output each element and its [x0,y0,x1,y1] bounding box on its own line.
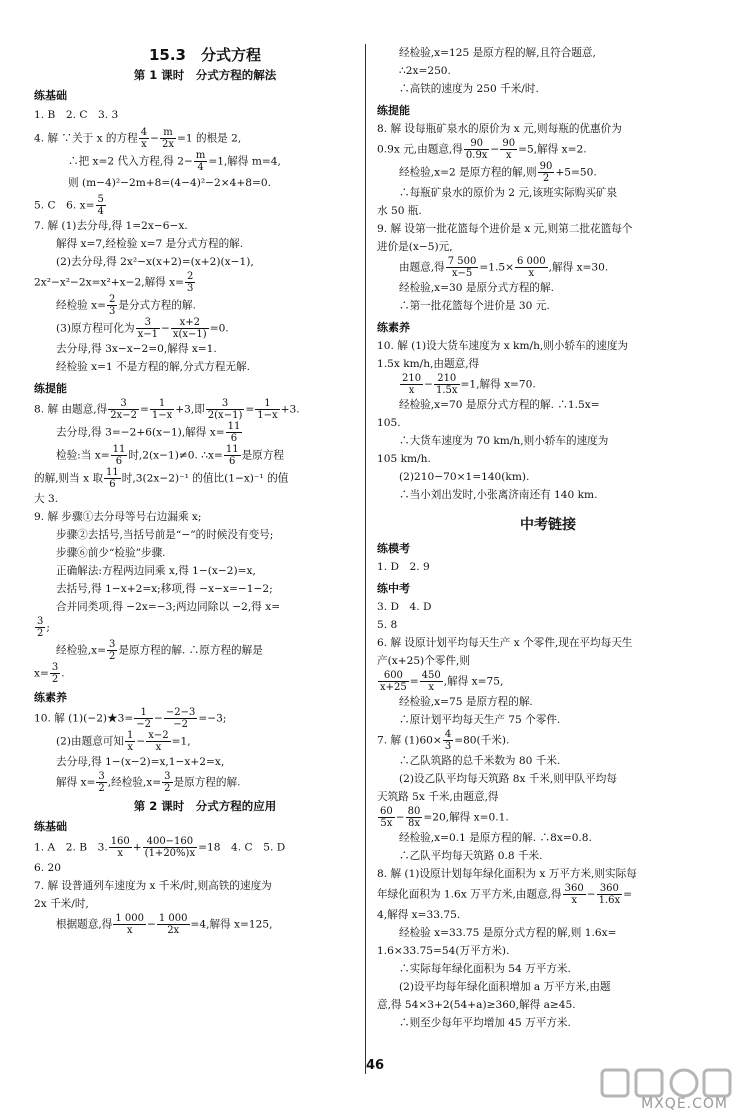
answer-line: 4,解得 x=33.75. [377,909,461,921]
answer-line: 天筑路 5x 千米,由题意,得 [377,791,499,803]
answer-line: 经检验,x= $\frac{3}{2}$ 是原方程的解. ∴原方程的解是 [56,639,263,662]
answer-line: 经检验,x=70 是原分式方程的解. ∴1.5x= [399,399,600,411]
column-divider [365,44,366,1074]
section-literacy: 练素养 [34,691,67,704]
answer-line: 合并同类项,得 −2x=−3;两边同除以 −2,得 x= [56,601,281,613]
answer-line: $\frac{600}{x+25}$ = $\frac{450}{x}$ ,解得 x=75, [380,670,504,693]
left-column [34,44,376,936]
answer-line: $\frac{3}{2}$ ; [37,616,50,639]
answer-line: x= $\frac{3}{2}$ . [34,662,65,685]
section-title: 15.3 分式方程 [148,46,261,64]
answer-line: ∴当小刘出发时,小张离济南还有 140 km. [399,489,598,501]
answer-line: ∴原计划平均每天生产 75 个零件. [399,714,561,726]
answer-line: 0.9x 元,由题意,得 $\frac{90}{0.9x}$ − $\frac{90}{x}$ =5,解得 x=2. [377,138,587,161]
lesson-2-title: 第 2 课时 分式方程的应用 [133,799,277,813]
answer-line: 经检验 x=1 不是方程的解,分式方程无解. [56,361,250,373]
exam-link-title: 中考链接 [520,517,576,533]
answer-line: ∴每瓶矿泉水的原价为 2 元,该班实际购买矿泉 [399,187,618,199]
answer-line: 8. 解 由题意,得 $\frac{3}{2x-2}$ = $\frac{1}{1-x}$ +3,即 $\frac{3}{2(x-1)}$ = $\frac{1}{1-x}$ +3. [34,398,300,421]
answer-line: 7. 解 (1)60× $\frac{4}{3}$ =80(千米). [377,729,510,752]
right-column [377,44,719,1032]
answer-line: 经检验,x=75 是原方程的解. [399,696,533,708]
answer-line: 6. 20 [34,862,61,874]
answer-line: 水 50 瓶. [377,205,422,217]
answer-line: 6. 解 设原计划平均每天生产 x 个零件,现在平均每天生 [377,637,633,649]
answer-line: $\frac{60}{5x}$ − $\frac{80}{8x}$ =20,解得 x=0.1. [380,806,509,829]
answer-line: 进价是(x−5)元, [377,241,453,253]
answer-line: 去分母,得 1−(x−2)=x,1−x+2=x, [56,756,225,768]
answer-line: 2x 千米/时, [34,898,89,910]
answer-line: 7. 解 设普通列车速度为 x 千米/时,则高铁的速度为 [34,880,272,892]
answer-line: ∴把 x=2 代入方程,得 2− $\frac{m}{4}$ =1,解得 m=4, [68,149,281,173]
answer-line: (2)210−70×1=140(km). [399,471,530,483]
answer-line: 10. 解 (1)设大货车速度为 x km/h,则小轿车的速度为 [377,340,629,352]
answer-line: 105. [377,417,401,429]
answer-line: 由题意,得 $\frac{7 500}{x-5}$ =1.5× $\frac{6 000}{x}$ ,解得 x=30. [399,256,609,279]
answer-line: (2)设平均每年绿化面积增加 a 万平方米,由题 [399,981,611,993]
answer-line: ∴则至少每年平均增加 45 万平方米. [399,1017,571,1029]
answer-line: 步骤⑥前少“检验”步骤. [56,547,166,559]
answer-line: 8. 解 (1)设原计划每年绿化面积为 x 万平方米,则实际每 [377,868,637,880]
answer-line: 经检验 x= $\frac{2}{3}$ 是分式方程的解. [56,294,196,317]
answer-line: 经检验,x=125 是原方程的解,且符合题意, [399,47,596,59]
answer-line: 根据题意,得 $\frac{1 000}{x}$ − $\frac{1 000}{2x}$ =4,解得 x=125, [56,913,273,936]
answer-line: 8. 解 设每瓶矿泉水的原价为 x 元,则每瓶的优惠价为 [377,123,622,135]
answer-line: 年绿化面积为 1.6x 万平方米,由题意,得 $\frac{360}{x}$ − $\frac{360}{1.6x}$ = [377,883,633,906]
answer-line: ∴乙队筑路的总千米数为 80 千米. [399,755,561,767]
answer-line: ∴2x=250. [399,65,451,77]
answer-line: 经检验 x=33.75 是原分式方程的解,则 1.6x= [399,927,617,939]
answer-line: 的解,则当 x 取 $\frac{11}{6}$ 时,3(2x−2)⁻¹ 的值比(1−x)⁻¹ 的值 [34,467,289,490]
answer-line: ∴乙队平均每天筑路 0.8 千米. [399,850,543,862]
answer-line: 9. 解 设第一批花篮每个进价是 x 元,则第二批花篮每个 [377,223,633,235]
section-improve-2: 练提能 [377,104,410,117]
answer-line: 10. 解 (1)(−2)★3= $\frac{1}{-2}$ − $\frac{-2-3}{-2}$ =−3; [34,707,227,730]
answer-line: 1. A 2. B 3. $\frac{160}{x}$ + $\frac{400-160}{(1+20\%)x}$ =18 4. C 5. D [34,836,286,859]
lesson-1-title: 第 1 课时 分式方程的解法 [133,68,277,82]
answer-line: ∴第一批花篮每个进价是 30 元. [399,300,550,312]
answer-line: 产(x+25)个零件,则 [377,655,470,667]
answer-line: 经检验,x=30 是原分式方程的解. [399,282,554,294]
answer-line: ∴高铁的速度为 250 千米/时. [399,83,539,95]
answer-line: 解得 x=7,经检验 x=7 是分式方程的解. [56,238,244,250]
section-exam: 练中考 [377,582,410,595]
answer-line: 去分母,得 3=−2+6(x−1),解得 x= $\frac{11}{6}$ [56,421,241,444]
answer-line: 去括号,得 1−x+2=x;移项,得 −x−x=−1−2; [56,583,273,595]
answer-line: 1.5x km/h,由题意,得 [377,358,480,370]
answer-line: 9. 解 步骤①去分母等号右边漏乘 x; [34,511,202,523]
section-literacy-2: 练素养 [377,321,410,334]
answer-line: 意,得 54×3+2(54+a)≥360,解得 a≥45. [377,999,576,1011]
answer-line: 去分母,得 3x−x−2=0,解得 x=1. [56,343,217,355]
answer-line: 5. C 6. x= $\frac{5}{4}$ [34,194,104,217]
answer-line: 5. 8 [377,619,398,631]
answer-line: (2)去分母,得 2x²−x(x+2)=(x+2)(x−1), [56,256,254,268]
answer-line: 7. 解 (1)去分母,得 1=2x−6−x. [34,220,188,232]
answer-line: 经检验,x=2 是原方程的解,则 $\frac{90}{2}$ +5=50. [399,161,597,184]
page-number: 46 [365,1058,385,1073]
answer-line: 2x²−x²−2x=x²+x−2,解得 x= $\frac{2}{3}$ [34,271,194,294]
answer-line: $\frac{210}{x}$ − $\frac{210}{1.5x}$ =1,解得 x=70. [402,373,536,396]
answer-line: 1. D 2. 9 [377,561,430,573]
section-basic: 练基础 [34,89,67,102]
answer-line: 大 3. [34,493,59,505]
answer-line: 检验:当 x= $\frac{11}{6}$ 时,2(x−1)≠0. ∴x= $\frac{11}{6}$ 是原方程 [56,444,284,467]
answer-line: ∴大货车速度为 70 km/h,则小轿车的速度为 [399,435,609,447]
answer-line: 3. D 4. D [377,601,432,613]
answer-line: 105 km/h. [377,453,431,465]
answer-line: (2)设乙队平均每天筑路 8x 千米,则甲队平均每 [399,773,617,785]
answer-line: 1.6×33.75=54(万平方米). [377,945,510,957]
watermark-logo [592,1068,742,1116]
answer-line: (3)原方程可化为 $\frac{3}{x-1}$ − $\frac{x+2}{x(x-1)}$ =0. [56,317,229,340]
answer-line: 解得 x= $\frac{3}{2}$ ,经检验,x= $\frac{3}{2}$ 是原方程的解. [56,771,241,794]
answer-line: 则 (m−4)²−2m+8=(4−4)²−2×4+8=0. [68,176,271,189]
answer-line: 步骤②去括号,当括号前是“−”的时候没有变号; [56,529,274,541]
section-mock: 练模考 [377,542,410,555]
answer-line: 正确解法:方程两边同乘 x,得 1−(x−2)=x, [56,565,256,577]
answer-line: 经检验,x=0.1 是原方程的解. ∴8x=0.8. [399,832,592,844]
answer-line: (2)由题意可知 $\frac{1}{x}$ − $\frac{x-2}{x}$ =1, [56,730,191,753]
watermark-text: MXQE.COM [641,1096,728,1112]
answer-line: 1. B 2. C 3. 3 [34,109,119,121]
answer-line: 4. 解 ∵关于 x 的方程 $\frac{4}{x}$ − $\frac{m}{2x}$ =1 的根是 2, [34,126,242,150]
answer-line: ∴实际每年绿化面积为 54 万平方米. [399,963,571,975]
section-improve: 练提能 [34,382,67,395]
section-basic-2: 练基础 [34,820,67,833]
